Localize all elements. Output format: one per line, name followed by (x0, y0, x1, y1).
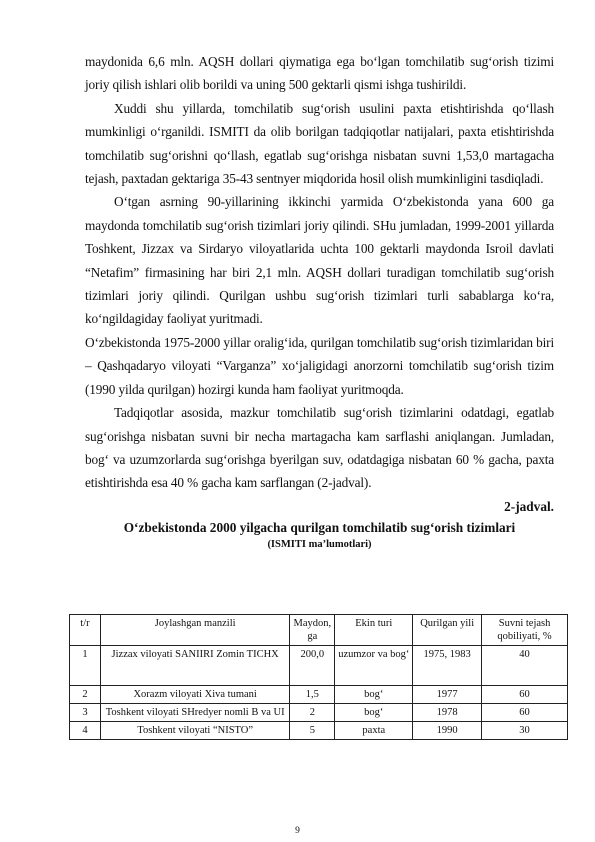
cell-crop: paxta (335, 722, 413, 740)
cell-number: 3 (70, 704, 101, 722)
systems-table (69, 614, 568, 740)
cell-number: 2 (70, 686, 101, 704)
paragraph-4: O‘zbekistonda 1975-2000 yillar oralig‘ida, qurilgan tomchilatib sug‘orish tizimlaridan biri – Qashqadaryo viloyati “Varganza” xo‘jaligidagi anorzorni tomchilatib sug‘orish tizim (1990 yilda qurilgan) hozirgi kunda ham faoliyat yuritmoqda. (85, 334, 554, 397)
table-header-row (70, 615, 568, 646)
page-number: 9 (295, 826, 300, 836)
cell-location: Xorazm viloyati Xiva tumani (100, 686, 289, 704)
table-label: 2-jadval. (504, 498, 554, 514)
document-body (85, 50, 554, 552)
cell-location: Toshkent viloyati SHredyer nomli B va UI (100, 704, 289, 722)
table-row (70, 722, 568, 740)
cell-saving: 60 (482, 704, 568, 722)
cell-saving: 60 (482, 686, 568, 704)
cell-number: 4 (70, 722, 101, 740)
cell-crop: bog‘ (335, 704, 413, 722)
cell-year: 1978 (413, 704, 482, 722)
cell-year: 1990 (413, 722, 482, 740)
cell-location: Toshkent viloyati “NISTO” (100, 722, 289, 740)
cell-year: 1977 (413, 686, 482, 704)
cell-year: 1975, 1983 (413, 646, 482, 686)
header-area: Maydon, ga (290, 615, 335, 646)
paragraph-5: Tadqiqotlar asosida, mazkur tomchilatib sug‘orish tizimlarini odatdagi, egatlab sug‘orishga nisbatan suvni bir necha martagacha kam sarflashi aniqlangan. Jumladan, bog‘ va uzumzorlarda sug‘orishga byerilgan suv, odatdagiga nisbatan 60 % gacha, paxta etishtirishda esa 40 % gacha kam sarflangan (2-jadval). (85, 405, 554, 491)
cell-crop: bog‘ (335, 686, 413, 704)
paragraph-1: maydonida 6,6 mln. AQSH dollari qiymatiga ega bo‘lgan tomchilatib sug‘orish tizimi joriy qilish ishlari olib borildi va uning 500 gektarli qismi ishga tushirildi. (85, 54, 554, 93)
cell-area: 1,5 (290, 686, 335, 704)
cell-number: 1 (70, 646, 101, 686)
header-number: t/r (70, 615, 101, 646)
header-crop: Ekin turi (335, 615, 413, 646)
header-saving: Suvni tejash qobiliyati, % (482, 615, 568, 646)
table-subtitle: (ISMITI ma’lumotlari) (267, 538, 372, 550)
table-row (70, 686, 568, 704)
header-location: Joylashgan manzili (100, 615, 289, 646)
cell-area: 5 (290, 722, 335, 740)
paragraph-2: Xuddi shu yillarda, tomchilatib sug‘orish usulini paxta etishtirishda qo‘llash mumkinligi o‘rganildi. ISMITI da olib borilgan tadqiqotlar natijalari, paxta etishtirishda tomchilatib sug‘orishni qo‘llash, egatlab sug‘orishga nisbatan suvni 1,53,0 martagacha tejash, paxtadan gektariga 35-43 sentnyer miqdorida hosil olish mumkinligini tasdiqladi. (85, 100, 554, 187)
header-year: Qurilgan yili (413, 615, 482, 646)
cell-saving: 40 (482, 646, 568, 686)
cell-location: Jizzax viloyati SANIIRI Zomin TICHX (100, 646, 289, 686)
table-row (70, 704, 568, 722)
table-title: O‘zbekistonda 2000 yilgacha qurilgan tomchilatib sug‘orish tizimlari (123, 519, 516, 535)
cell-saving: 30 (482, 722, 568, 740)
cell-crop: uzumzor va bog‘ (335, 646, 413, 686)
cell-area: 200,0 (290, 646, 335, 686)
paragraph-3: O‘tgan asrning 90-yillarining ikkinchi yarmida O‘zbekistonda yana 600 ga maydonda tomchilatib sug‘orish tizimlari joriy qilindi. SHu jumladan, 1999-2001 yillarda Toshkent, Jizzax va Sirdaryo viloyatlarida uchta 100 gektarli maydonda Isroil davlati “Netafim” firmasining har biri 2,1 mln. AQSH dollari turadigan tomchilatib sug‘orish tizimlari joriy qilindi. Qurilgan ushbu sug‘orish tizimlari turli sabablarga ko‘ra, ko‘ngildagiday faoliyat yuritmadi. (85, 194, 554, 327)
cell-area: 2 (290, 704, 335, 722)
table-row (70, 646, 568, 686)
